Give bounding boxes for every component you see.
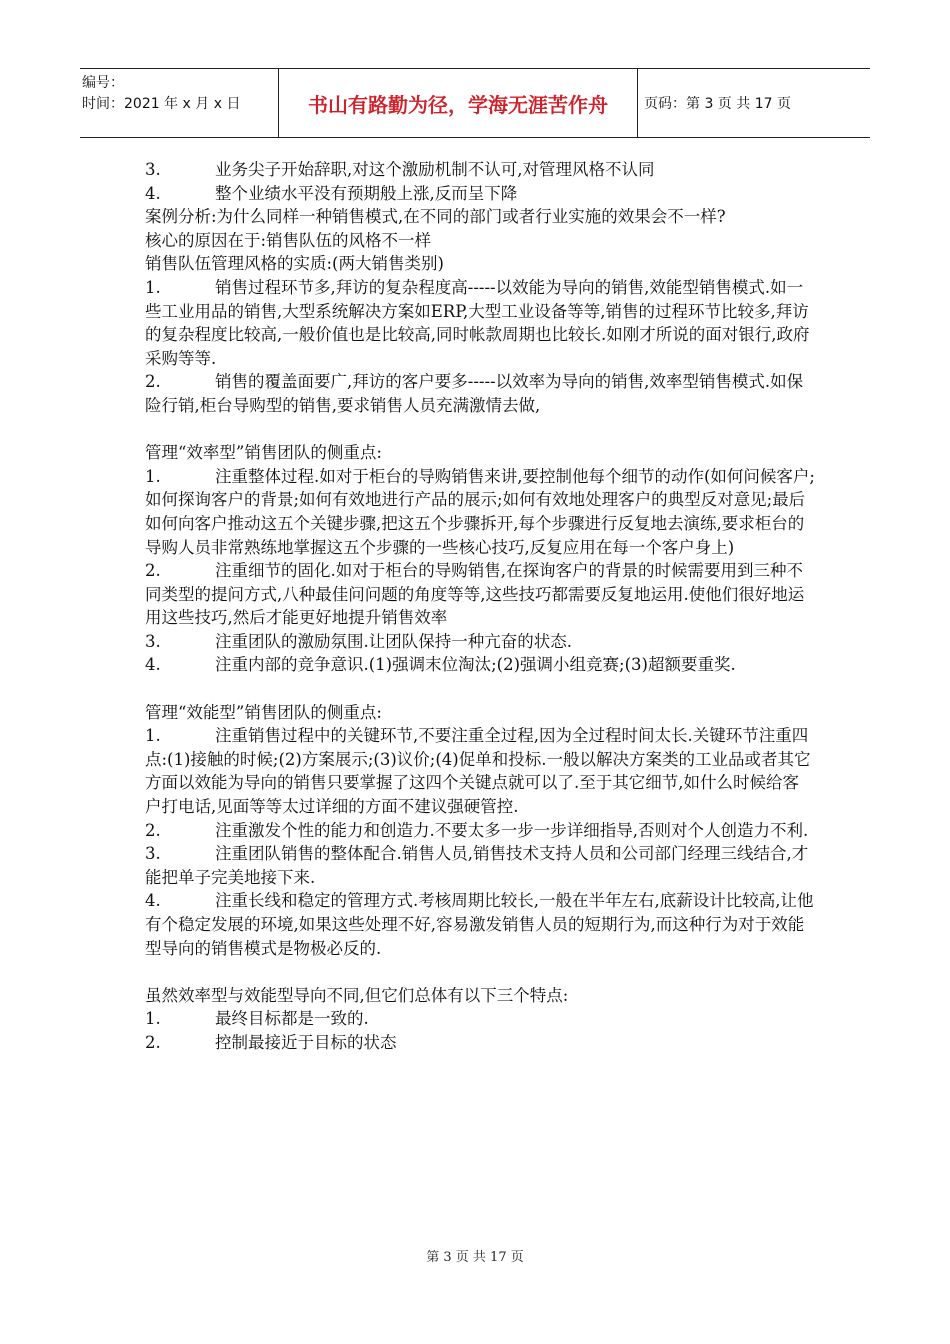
header-motto: 书山有路勤为径，学海无涯苦作舟 (278, 69, 638, 137)
section-heading: 虽然效率型与效能型导向不同,但它们总体有以下三个特点: (145, 985, 569, 1005)
list-item (145, 889, 815, 960)
item-text: 注重整体过程.如对于柜台的导购销售来讲,要控制他每个细节的动作(如何问候客户;如何探询客户的背景;如何有效地进行产品的展示;如何有效地处理客户的典型反对意见;最后如何向客户推动这五个关键步骤,把这五个步骤拆开,每个步骤进行反复地去演练,要求柜台的导购人员非常熟练地掌握这五个步骤的一些核心技巧,反复应用在每一个客户身上) (145, 466, 815, 557)
list-item (145, 276, 815, 370)
header-meta (80, 69, 278, 137)
item-number: 1. (145, 1009, 161, 1029)
list-item (145, 158, 815, 182)
section-heading: 管理“效率型”销售团队的侧重点: (145, 443, 382, 463)
list-item (145, 370, 815, 417)
paragraph: 案例分析:为什么同样一种销售模式,在不同的部门或者行业实施的效果会不一样? (145, 207, 726, 227)
item-text: 注重长线和稳定的管理方式.考核周期比较长,一般在半年左右,底薪设计比较高,让他有个稳定发展的环境,如果这些处理不好,容易激发销售人员的短期行为,而这种行为对于效能型导向的销售模式是物极必反的. (145, 891, 814, 958)
list-item (145, 819, 815, 843)
list-item (145, 1031, 815, 1055)
item-text: 注重销售过程中的关键环节,不要注重全过程,因为全过程时间太长.关键环节注重四点:(1)接触的时候;(2)方案展示;(3)议价;(4)促单和投标.一般以解决方案类的工业品或者其它方面以效能为导向的销售只要掌握了这四个关键点就可以了.至于其它细节,如什么时候给客户打电话,见面等等太过详细的方面不建议强硬管控. (145, 726, 811, 817)
item-number: 4. (145, 655, 161, 675)
item-text: 最终目标都是一致的. (215, 1009, 369, 1029)
item-number: 1. (145, 466, 161, 486)
item-text: 注重细节的固化.如对于柜台的导购销售,在探询客户的背景的时候需要用到三种不同类型的提问方式,八种最佳问问题的角度等等,这些技巧都需要反复地运用.使他们很好地运用这些技巧,然后才能更好地提升销售效率 (145, 561, 805, 628)
item-text: 注重内部的竞争意识.(1)强调末位淘汰;(2)强调小组竞赛;(3)超额要重奖. (215, 655, 736, 675)
document-body (145, 158, 815, 1055)
item-number: 1. (145, 726, 161, 746)
item-number: 2. (145, 561, 161, 581)
list-item (145, 630, 815, 654)
paragraph: 核心的原因在于:销售队伍的风格不一样 (145, 230, 432, 250)
item-number: 2. (145, 1032, 161, 1052)
header-code: 编号： (82, 75, 124, 91)
item-text: 注重激发个性的能力和创造力.不要太多一步一步详细指导,否则对个人创造力不利. (215, 820, 809, 840)
item-number: 2. (145, 820, 161, 840)
item-number: 3. (145, 160, 161, 179)
page-footer: 第 3 页 共 17 页 (426, 1250, 524, 1265)
header-date: 时间：2021 年 x 月 x 日 (82, 96, 241, 112)
list-item (145, 653, 815, 677)
item-text: 业务尖子开始辞职,对这个激励机制不认可,对管理风格不认同 (215, 160, 655, 179)
item-number: 2. (145, 372, 161, 392)
item-number: 4. (145, 891, 161, 911)
spacer (145, 677, 815, 701)
list-item (145, 182, 815, 206)
item-number: 3. (145, 844, 161, 864)
item-text: 注重团队的激励氛围.让团队保持一种亢奋的状态. (215, 631, 572, 651)
paragraph: 销售队伍管理风格的实质:(两大销售类别) (145, 254, 444, 274)
item-text: 整个业绩水平没有预期般上涨,反而呈下降 (215, 183, 518, 203)
item-text: 注重团队销售的整体配合.销售人员,销售技术支持人员和公司部门经理三线结合,才能把单子完美地接下来. (145, 844, 809, 887)
list-item (145, 559, 815, 630)
item-text: 销售的覆盖面要广,拜访的客户要多-----以效率为导向的销售,效率型销售模式.如保险行销,柜台导购型的销售,要求销售人员充满激情去做, (145, 372, 804, 415)
item-text: 销售过程环节多,拜访的复杂程度高-----以效能为导向的销售,效能型销售模式.如一些工业用品的销售,大型系统解决方案如ERP,大型工业设备等等,销售的过程环节比较多,拜访的复杂程度比较高,一般价值也是比较高,同时帐款周期也比较长.如刚才所说的面对银行,政府采购等等. (145, 277, 810, 368)
item-number: 3. (145, 631, 161, 651)
section-heading: 管理“效能型”销售团队的侧重点: (145, 702, 382, 722)
item-number: 4. (145, 183, 161, 203)
header-page-info: 页码：第 3 页 共 17 页 (644, 96, 791, 112)
page-header (80, 68, 870, 138)
list-item (145, 465, 815, 559)
spacer (145, 418, 815, 442)
list-item (145, 724, 815, 818)
list-item (145, 1007, 815, 1031)
spacer (145, 960, 815, 984)
item-text: 控制最接近于目标的状态 (215, 1032, 397, 1052)
item-number: 1. (145, 277, 161, 297)
list-item (145, 842, 815, 889)
